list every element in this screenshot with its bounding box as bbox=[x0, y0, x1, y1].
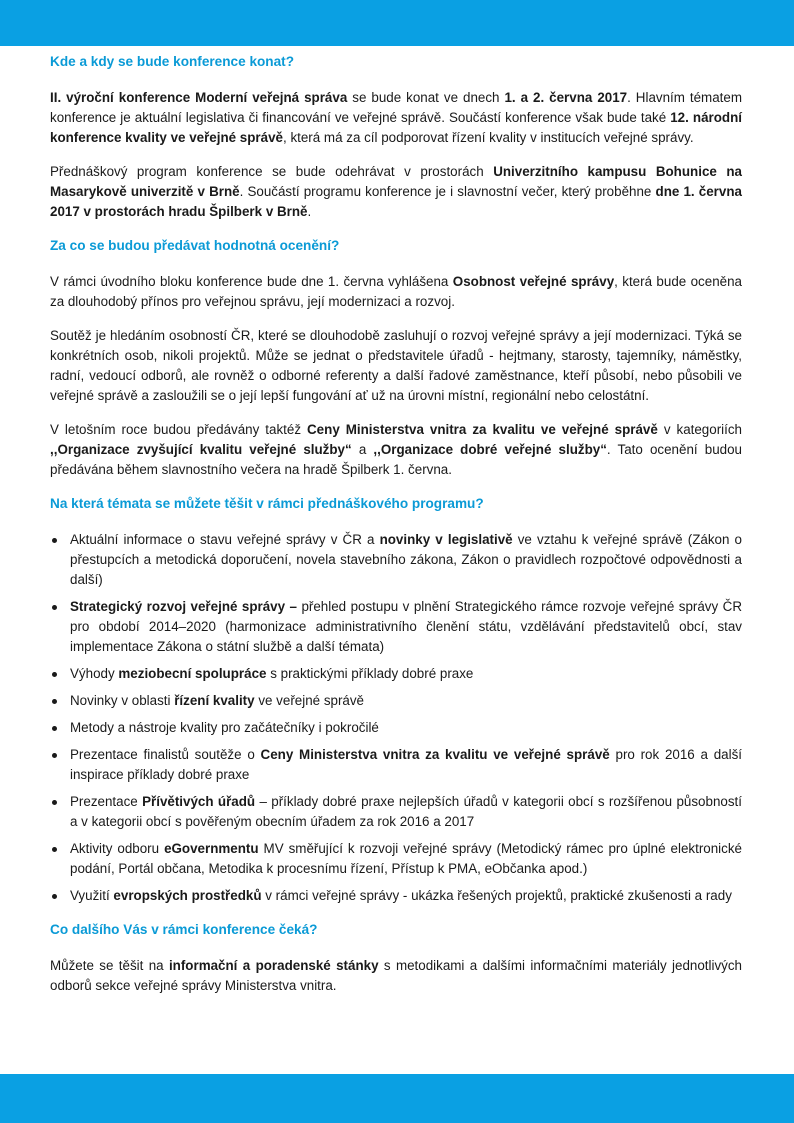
text-run: eGovernmentu bbox=[164, 841, 259, 856]
section-awards bbox=[50, 236, 742, 480]
section-heading: Na která témata se můžete těšit v rámci přednáškového programu? bbox=[50, 496, 484, 511]
list-item bbox=[50, 792, 742, 832]
text-run: V letošním roce budou předávány taktéž bbox=[50, 422, 308, 437]
text-run: II. výroční konference Moderní veřejná správa bbox=[50, 90, 348, 105]
paragraph bbox=[50, 272, 742, 312]
text-run: dne 1. června 2017 v prostorách hradu Špilberk v Brně bbox=[50, 184, 742, 219]
text-run: Využití bbox=[70, 888, 114, 903]
top-blue-band bbox=[0, 0, 794, 46]
text-run: . Součástí programu konference je i slavnostní večer, který proběhne bbox=[239, 184, 656, 199]
text-run: ve vztahu k veřejné správě (Zákon o přestupcích a metodická doporučení, novela stavebního zákona, Zákon o pravidlech rozpočtové odpovědnosti a další) bbox=[70, 532, 742, 587]
text-run: přehled postupu v plnění Strategického rámce rozvoje veřejné správy ČR pro období 2014–2020 (harmonizace administrativního členění státu, vzdělávání představitelů obcí, stav implementace Zákona o státní službě a další témata) bbox=[70, 599, 742, 654]
text-run: Novinky v oblasti bbox=[70, 693, 175, 708]
text-run: evropských prostředků bbox=[113, 888, 262, 903]
topics-list bbox=[50, 530, 742, 906]
text-run: pro rok 2016 a další inspirace příklady dobré praxe bbox=[70, 747, 742, 782]
list-item bbox=[50, 718, 742, 738]
text-run: V rámci úvodního bloku konference bude dne 1. června vyhlášena bbox=[50, 274, 453, 289]
text-run: . Hlavním tématem konference je aktuální legislativa či financování ve veřejné správě. Součástí konference však bude také bbox=[50, 90, 742, 125]
list-item bbox=[50, 691, 742, 711]
text-run: Aktuální informace o stavu veřejné správy v ČR a bbox=[70, 532, 380, 547]
text-run: meziobecní spolupráce bbox=[118, 666, 267, 681]
text-run: ,,Organizace dobré veřejné služby“ bbox=[373, 442, 607, 457]
text-run: a bbox=[351, 442, 374, 457]
section-heading: Kde a kdy se bude konference konat? bbox=[50, 54, 295, 69]
section-extras bbox=[50, 920, 742, 996]
text-run: Univerzitního kampusu Bohunice na Masarykově univerzitě v Brně bbox=[50, 164, 742, 199]
text-run: s praktickými příklady dobré praxe bbox=[266, 666, 474, 681]
text-run: Můžete se těšit na bbox=[50, 958, 169, 973]
text-run: Aktivity odboru bbox=[70, 841, 165, 856]
paragraph bbox=[50, 88, 742, 148]
text-run: s metodikami a dalšími informačními materiály jednotlivých odborů sekce veřejné správy Ministerstva vnitra. bbox=[50, 958, 743, 993]
text-run: informační a poradenské stánky bbox=[168, 958, 379, 973]
list-item bbox=[50, 839, 742, 879]
list-item bbox=[50, 886, 742, 906]
text-run: Prezentace bbox=[70, 794, 143, 809]
text-run: . bbox=[307, 204, 312, 219]
list-item bbox=[50, 664, 742, 684]
text-run: Výhody bbox=[70, 666, 119, 681]
text-run: řízení kvality bbox=[174, 693, 255, 708]
text-run: ,,Organizace zvyšující kvalitu veřejné služby“ bbox=[50, 442, 352, 457]
text-run: v kategoriích bbox=[657, 422, 743, 437]
paragraph bbox=[50, 162, 742, 222]
text-run: v rámci veřejné správy - ukázka řešených projektů, praktické zkušenosti a rady bbox=[261, 888, 732, 903]
text-run: novinky v legislativě bbox=[379, 532, 513, 547]
paragraph bbox=[50, 420, 742, 480]
list-item bbox=[50, 597, 742, 657]
list-item bbox=[50, 530, 742, 590]
text-run: ve veřejné správě bbox=[254, 693, 365, 708]
text-run: 1. a 2. června 2017 bbox=[504, 90, 628, 105]
document-body bbox=[50, 52, 742, 1010]
section-heading: Co dalšího Vás v rámci konference čeká? bbox=[50, 922, 318, 937]
text-run: Ceny Ministerstva vnitra za kvalitu ve veřejné správě bbox=[260, 747, 610, 762]
text-run: MV směřující k rozvoji veřejné správy (Metodický rámec pro úplné elektronické podání, Portál občana, Metodika k procesnímu řízení, Přístup k PMA, eObčanka apod.) bbox=[70, 841, 742, 876]
text-run: Metody a nástroje kvality pro začátečníky i pokročilé bbox=[70, 720, 379, 735]
list-item bbox=[50, 745, 742, 785]
text-run: Přívětivých úřadů bbox=[142, 794, 256, 809]
section-heading: Za co se budou předávat hodnotná ocenění? bbox=[50, 238, 340, 253]
text-run: – příklady dobré praxe nejlepších úřadů v kategorii obcí s rozšířenou působností a v kategorii obcí s pověřeným obecním úřadem za rok 2016 a 2017 bbox=[70, 794, 742, 829]
text-run: Prezentace finalistů soutěže o bbox=[70, 747, 261, 762]
paragraph bbox=[50, 326, 742, 406]
paragraph bbox=[50, 956, 742, 996]
text-run: se bude konat ve dnech bbox=[347, 90, 505, 105]
text-run: . Tato ocenění budou předávána během slavnostního večera na hradě Špilberk 1. června. bbox=[50, 442, 742, 477]
text-run: Strategický rozvoj veřejné správy – bbox=[70, 599, 297, 614]
text-run: Ceny Ministerstva vnitra za kvalitu ve veřejné správě bbox=[307, 422, 658, 437]
bottom-blue-band bbox=[0, 1074, 794, 1123]
text-run: Přednáškový program konference se bude odehrávat v prostorách bbox=[50, 164, 494, 179]
text-run: Soutěž je hledáním osobností ČR, které se dlouhodobě zasluhují o rozvoj veřejné správy a její modernizaci. Týká se konkrétních osob, nikoli projektů. Může se jednat o představitele úřadů - hejtmany, starosty, tajemníky, náměstky, radní, vedoucí odborů, ale rovněž o odborné referenty a další řadové zaměstnance, kteří působí, nebo působili ve veřejné správě a zasloužili se o její lepší fungování ať už na úrovni místní, regionální nebo celostátní. bbox=[50, 328, 742, 403]
text-run: , která má za cíl podporovat řízení kvality v institucích veřejné správy. bbox=[283, 130, 694, 145]
text-run: 12. národní konference kvality ve veřejné správě bbox=[50, 110, 742, 145]
text-run: , která bude oceněna za dlouhodobý přínos pro veřejnou správu, její modernizaci a rozvoj. bbox=[50, 274, 742, 309]
text-run: Osobnost veřejné správy bbox=[452, 274, 615, 289]
section-venue bbox=[50, 52, 742, 222]
section-topics bbox=[50, 494, 742, 906]
